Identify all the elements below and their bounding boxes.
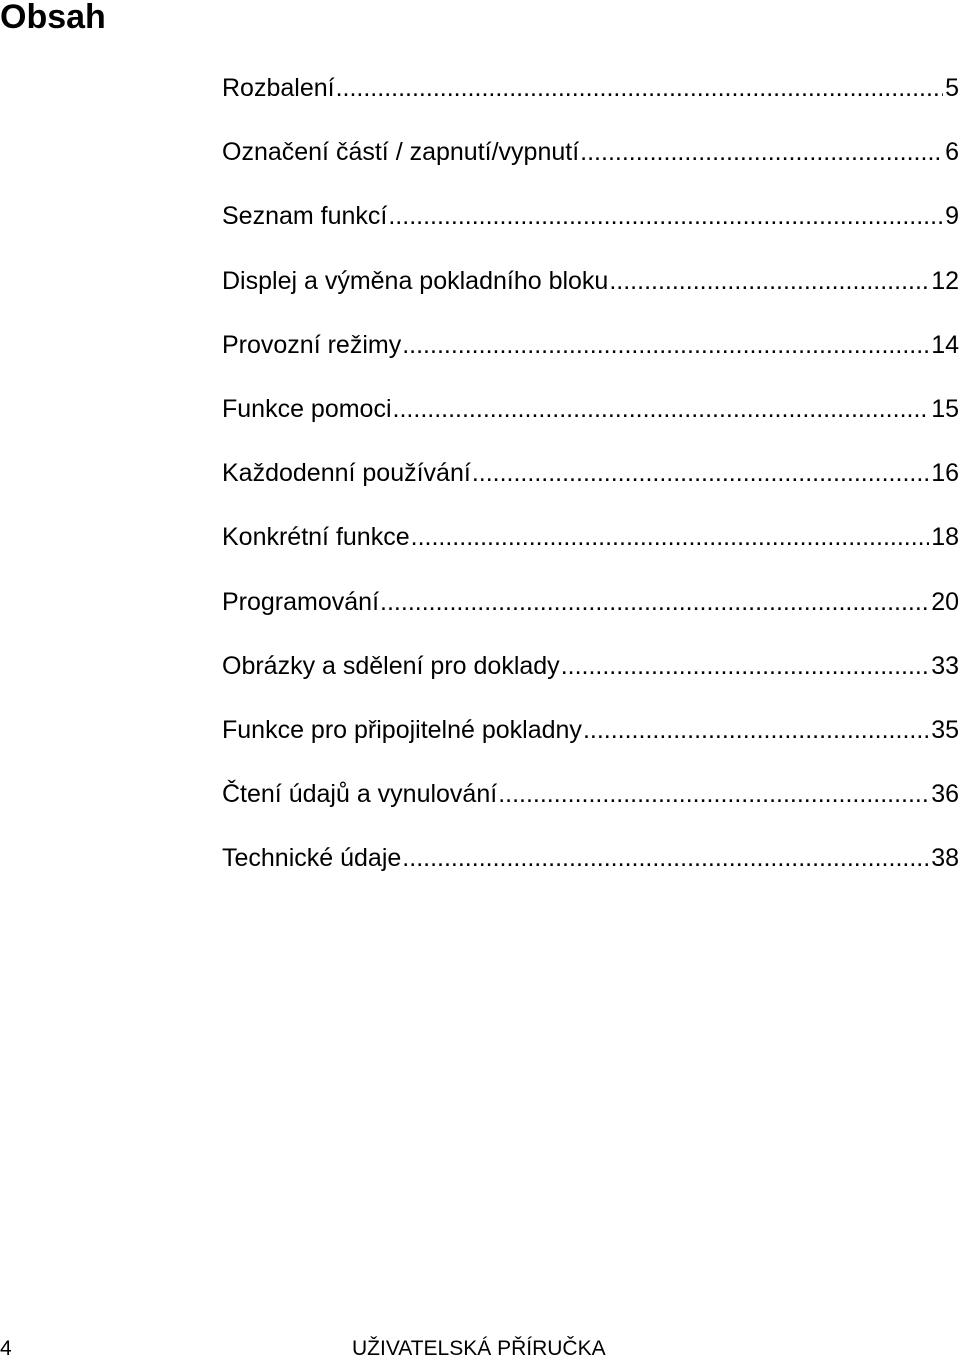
toc-entry[interactable] bbox=[222, 777, 959, 841]
toc-entry-page: 33 bbox=[931, 651, 959, 680]
footer-title: UŽIVATELSKÁ PŘÍRUČKA bbox=[352, 1337, 606, 1360]
toc-dot-leader bbox=[388, 199, 943, 233]
toc-entry-page: 14 bbox=[931, 330, 959, 359]
toc-entry-page: 38 bbox=[931, 844, 959, 873]
toc-dot-leader bbox=[472, 456, 929, 490]
toc-entry-page: 12 bbox=[931, 266, 959, 295]
toc-entry[interactable] bbox=[222, 71, 959, 135]
footer-page-number: 4 bbox=[0, 1337, 12, 1360]
toc-entry-page: 35 bbox=[931, 715, 959, 744]
toc-dot-leader bbox=[402, 328, 929, 362]
toc-entry-title: Obrázky a sdělení pro doklady bbox=[222, 651, 560, 680]
toc-entry[interactable] bbox=[222, 520, 959, 584]
toc-dot-leader bbox=[380, 585, 929, 619]
toc-entry-page: 16 bbox=[931, 459, 959, 488]
toc-dot-leader bbox=[580, 135, 943, 169]
toc-entry-page: 36 bbox=[931, 780, 959, 809]
toc-entry-page: 5 bbox=[945, 74, 959, 102]
toc-entry-title: Provozní režimy bbox=[222, 330, 402, 359]
toc-entry[interactable] bbox=[222, 649, 959, 713]
toc-entry-page: 18 bbox=[931, 523, 959, 552]
toc-entry[interactable] bbox=[222, 328, 959, 392]
toc-entry[interactable] bbox=[222, 135, 959, 199]
toc-dot-leader bbox=[609, 264, 929, 298]
toc-entry-title: Technické údaje bbox=[222, 844, 402, 873]
toc-entry[interactable] bbox=[222, 199, 959, 263]
toc-dot-leader bbox=[402, 841, 929, 875]
toc-entry-title: Funkce pro připojitelné pokladny bbox=[222, 715, 582, 744]
table-of-contents bbox=[222, 71, 959, 905]
toc-entry-title: Konkrétní funkce bbox=[222, 523, 410, 552]
toc-entry[interactable] bbox=[222, 264, 959, 328]
toc-entry[interactable] bbox=[222, 585, 959, 649]
toc-entry-title: Čtení údajů a vynulování bbox=[222, 780, 498, 809]
toc-entry-title: Funkce pomoci bbox=[222, 394, 392, 423]
toc-entry-title: Rozbalení bbox=[222, 74, 335, 102]
toc-dot-leader bbox=[393, 392, 930, 426]
toc-dot-leader bbox=[498, 777, 929, 811]
toc-entry-title: Displej a výměna pokladního bloku bbox=[222, 266, 609, 295]
toc-entry-title: Seznam funkcí bbox=[222, 202, 388, 231]
toc-entry[interactable] bbox=[222, 456, 959, 520]
toc-entry-title: Programování bbox=[222, 587, 380, 616]
toc-entry-page: 9 bbox=[945, 202, 959, 231]
toc-dot-leader bbox=[583, 713, 929, 747]
page-title: Obsah bbox=[0, 0, 106, 36]
toc-entry-page: 6 bbox=[945, 138, 959, 167]
toc-entry-page: 15 bbox=[931, 394, 959, 423]
toc-entry-title: Každodenní používání bbox=[222, 459, 471, 488]
toc-entry-title: Označení částí / zapnutí/vypnutí bbox=[222, 138, 580, 167]
toc-entry[interactable] bbox=[222, 392, 959, 456]
toc-dot-leader bbox=[411, 520, 930, 554]
toc-entry[interactable] bbox=[222, 841, 959, 905]
toc-entry-page: 20 bbox=[931, 587, 959, 616]
toc-dot-leader bbox=[561, 649, 930, 683]
toc-dot-leader bbox=[336, 71, 944, 105]
toc-entry[interactable] bbox=[222, 713, 959, 777]
